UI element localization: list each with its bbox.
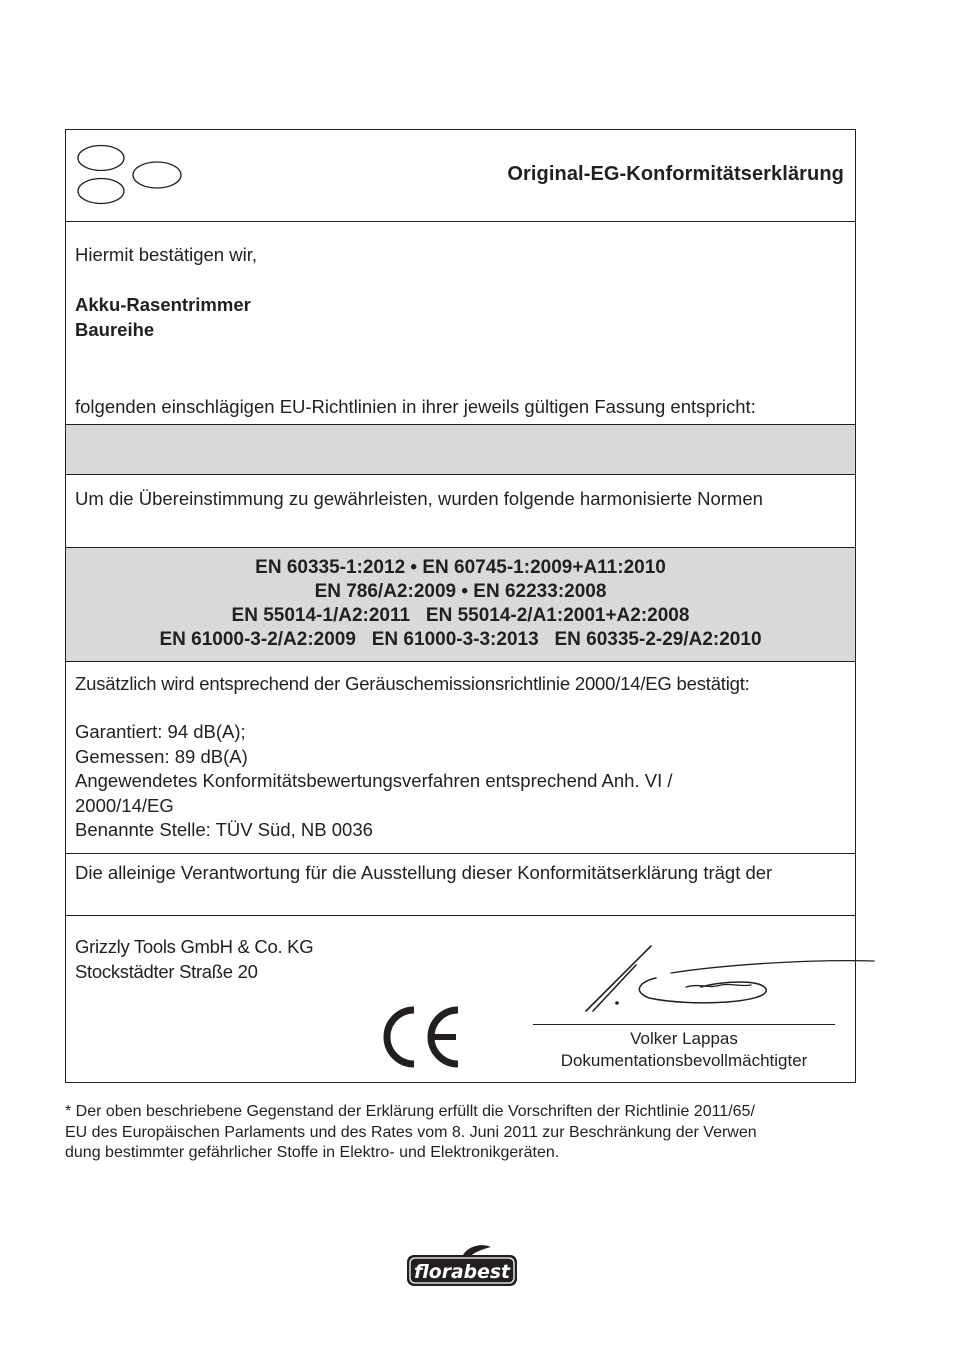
company-name: Grizzly Tools GmbH & Co. KG <box>75 936 314 957</box>
product-info <box>75 293 251 342</box>
noise-measured: Gemessen: 89 dB(A) <box>75 745 248 767</box>
responsibility-section <box>66 854 855 916</box>
company-section <box>66 916 855 1082</box>
noise-details <box>75 720 673 843</box>
harmonised-text: Um die Übereinstimmung zu gewährleisten, wurden folgende harmonisierte Normen <box>75 488 763 509</box>
product-name: Akku-Rasentrimmer <box>75 294 251 315</box>
footnote-line: * Der oben beschriebene Gegenstand der Erklärung erfüllt die Vorschriften der Richtlinie 2011/65/ <box>65 1103 755 1120</box>
confirm-text: Hiermit bestätigen wir, <box>75 244 257 265</box>
product-section <box>66 222 855 425</box>
noise-intro: Zusätzlich wird entsprechend der Geräuschemissionsrichtlinie 2000/14/EG bestätigt: <box>75 673 750 694</box>
signer-block <box>533 1028 835 1072</box>
standard-line: EN 60335-1:2012 • EN 60745-1:2009+A11:2010 <box>255 557 666 578</box>
standard-line: EN 786/A2:2009 • EN 62233:2008 <box>314 581 607 602</box>
footnote <box>65 1102 865 1164</box>
footnote-line: dung bestimmter gefährlicher Stoffe in Elektro- und Elektronikgeräten. <box>65 1144 560 1161</box>
directives-list-row <box>66 425 855 475</box>
harmonised-section <box>66 475 855 548</box>
signer-name: Volker Lappas <box>630 1029 738 1048</box>
declaration-table <box>65 129 856 1083</box>
standard-line: EN 61000-3-2/A2:2009 EN 61000-3-3:2013 EN 60335-2-29/A2:2010 <box>159 629 762 650</box>
directives-text: folgenden einschlägigen EU-Richtlinien in ihrer jeweils gültigen Fassung entspricht: <box>75 396 756 417</box>
noise-directive: 2000/14/EG <box>75 794 174 816</box>
signature-line <box>533 1024 835 1025</box>
ce-mark-label: CE <box>378 1004 380 1005</box>
company-street: Stockstädter Straße 20 <box>75 960 258 982</box>
standards-section <box>66 548 855 662</box>
responsibility-text: Die alleinige Verantwortung für die Ausstellung dieser Konformitätserklärung trägt der <box>75 862 773 883</box>
noise-notified-body: Benannte Stelle: TÜV Süd, NB 0036 <box>75 819 373 840</box>
florabest-logo-icon <box>405 1243 521 1289</box>
footnote-line: EU des Europäischen Parlaments und des Rates vom 8. Juni 2011 zur Beschränkung der Verwen <box>65 1123 757 1141</box>
product-series: Baureihe <box>75 318 155 340</box>
logo-text: florabest <box>414 1261 511 1283</box>
page-title: Original-EG-Konformitätserklärung <box>507 163 844 185</box>
signature-icon <box>581 943 881 1018</box>
company-address <box>75 935 313 984</box>
noise-section <box>66 662 855 854</box>
ce-mark-icon <box>378 1004 462 1070</box>
noise-procedure: Angewendetes Konformitätsbewertungsverfahren entsprechend Anh. VI / <box>75 770 673 791</box>
signer-role: Dokumentationsbevollmächtigter <box>560 1051 808 1070</box>
declaration-header <box>66 130 855 222</box>
language-ovals-icon <box>77 144 187 206</box>
noise-guaranteed: Garantiert: 94 dB(A); <box>75 721 246 742</box>
standard-line: EN 55014-1/A2:2011 EN 55014-2/A1:2001+A2:2008 <box>231 605 690 626</box>
